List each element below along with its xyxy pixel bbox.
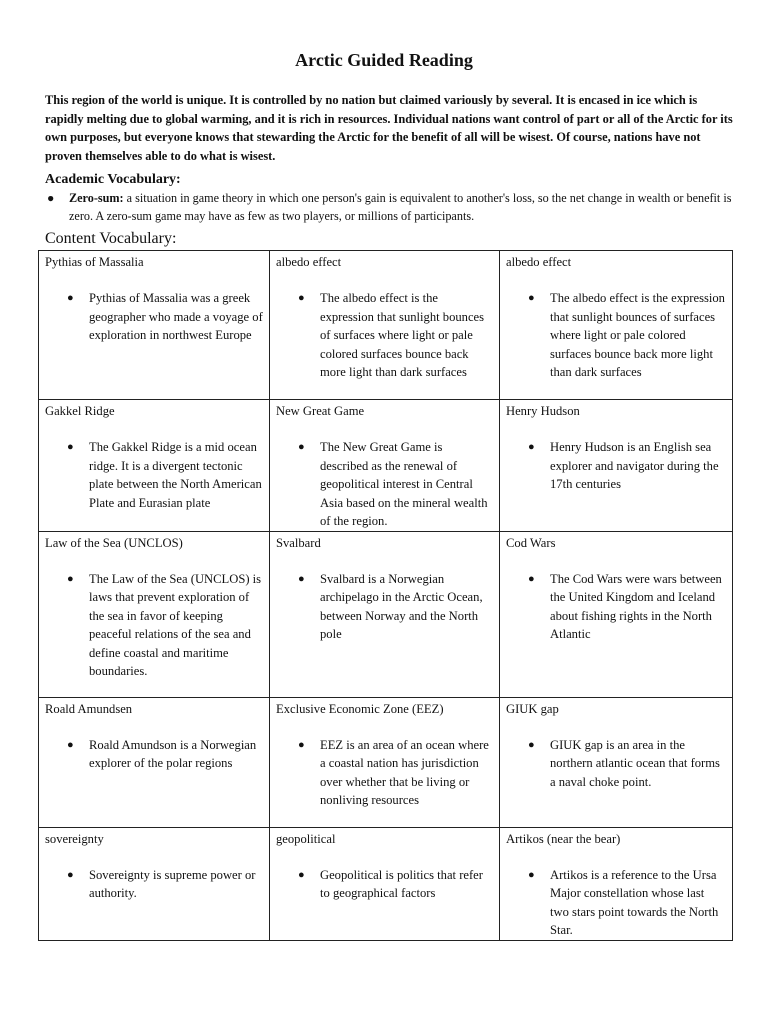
academic-vocabulary-heading: Academic Vocabulary:: [45, 172, 181, 187]
vocab-definition: [528, 289, 726, 382]
vocab-term: Artikos (near the bear): [506, 831, 621, 846]
vocab-definition-text: Henry Hudson is an English sea explorer and navigator during the 17th centuries: [550, 440, 719, 491]
vocab-term: New Great Game: [276, 404, 365, 418]
vocab-term: Gakkel Ridge: [45, 404, 115, 418]
vocab-term: geopolitical: [276, 831, 336, 846]
vocab-cell: [270, 531, 500, 697]
vocab-definition-text: Roald Amundson is a Norwegian explorer of the polar regions: [89, 737, 257, 770]
bullet-icon: ●: [528, 868, 535, 881]
vocab-cell: [500, 531, 733, 697]
academic-definition: a situation in game theory in which one person's gain is equivalent to another's loss, so the net change in wealth or benefit is zero. A zero-sum game may have as few as two players, or millions of participants.: [69, 191, 732, 223]
bullet-icon: ●: [67, 572, 74, 585]
intro-paragraph: This region of the world is unique. It is controlled by no nation but claimed variously by several. It is encased in ice which is rapidly melting due to global warming, and it is rich in resources. Individual nations want control of part or all of the Arctic for its own purposes, but everyone knows that stewarding the Arctic for the benefit of all will be wisest. Of course, nations have not proven themselves able to do what is wisest.: [45, 93, 733, 163]
vocab-definition: [298, 570, 493, 644]
table-row: [39, 531, 733, 697]
vocab-cell: [500, 400, 733, 532]
bullet-icon: ●: [47, 191, 55, 205]
vocab-definition: [67, 570, 263, 681]
vocab-term: Cod Wars: [506, 535, 556, 550]
vocab-term: Svalbard: [276, 535, 321, 550]
vocab-definition-text: Svalbard is a Norwegian archipelago in the Arctic Ocean, between Norway and the North pole: [320, 571, 483, 641]
vocab-definition: [67, 866, 263, 903]
vocab-definition: [528, 438, 726, 494]
content-vocabulary-table: [38, 250, 733, 941]
vocab-cell: [39, 400, 270, 532]
bullet-icon: ●: [528, 572, 535, 585]
vocab-definition-text: EEZ is an area of an ocean where a coastal nation has jurisdiction over whether that be living or nonliving resources: [320, 737, 489, 807]
vocab-term: Exclusive Economic Zone (EEZ): [276, 701, 444, 716]
bullet-icon: ●: [67, 292, 74, 304]
vocab-definition: [528, 736, 726, 792]
vocab-definition-text: The Cod Wars were wars between the United Kingdom and Iceland about fishing rights in the North Atlantic: [550, 571, 722, 641]
vocab-definition: [298, 736, 493, 810]
vocab-cell: [500, 251, 733, 400]
vocab-definition: [67, 289, 263, 345]
vocab-cell: [39, 697, 270, 827]
vocab-definition: [528, 570, 726, 644]
table-row: [39, 827, 733, 940]
vocab-term: Roald Amundsen: [45, 701, 133, 716]
vocab-definition-text: The New Great Game is described as the renewal of geopolitical interest in Central Asia based on the mineral wealth of the region.: [320, 440, 488, 528]
bullet-icon: ●: [298, 572, 305, 585]
vocab-cell: [39, 827, 270, 940]
vocab-term: albedo effect: [506, 255, 572, 269]
vocab-term: sovereignty: [45, 831, 104, 846]
academic-vocabulary-item: [45, 190, 735, 225]
vocab-definition-text: The albedo effect is the expression that sunlight bounces of surfaces where light or pale colored surfaces bounce back more light than dark surfaces: [550, 291, 725, 379]
vocab-definition: [298, 866, 493, 903]
bullet-icon: ●: [528, 441, 535, 453]
vocab-cell: [39, 251, 270, 400]
vocab-definition: [298, 289, 493, 382]
bullet-icon: ●: [67, 738, 74, 751]
bullet-icon: ●: [528, 738, 535, 751]
vocab-term: Law of the Sea (UNCLOS): [45, 535, 183, 550]
academic-vocabulary-list: [45, 190, 735, 225]
vocab-term: Pythias of Massalia: [45, 255, 144, 269]
vocab-definition-text: Geopolitical is politics that refer to geographical factors: [320, 867, 483, 900]
vocab-definition-text: The Gakkel Ridge is a mid ocean ridge. It is a divergent tectonic plate between the North American Plate and Eurasian plate: [89, 440, 262, 510]
bullet-icon: ●: [298, 738, 305, 751]
vocab-definition-text: The Law of the Sea (UNCLOS) is laws that prevent exploration of the sea in favor of keeping peaceful relations of the sea and define coastal and maritime boundaries.: [89, 571, 262, 678]
vocab-cell: [270, 400, 500, 532]
vocab-cell: [270, 827, 500, 940]
vocab-definition: [67, 438, 263, 512]
vocab-definition-text: The albedo effect is the expression that sunlight bounces of surfaces where light or pale colored surfaces bounce back more light than dark surfaces: [320, 291, 485, 379]
vocab-cell: [270, 251, 500, 400]
vocab-cell: [39, 531, 270, 697]
vocab-definition-text: Sovereignty is supreme power or authority.: [89, 867, 256, 900]
table-row: [39, 251, 733, 400]
bullet-icon: ●: [298, 868, 305, 881]
table-row: [39, 697, 733, 827]
vocab-cell: [270, 697, 500, 827]
vocab-definition-text: GIUK gap is an area in the northern atlantic ocean that forms a naval choke point.: [550, 737, 720, 789]
table-row: [39, 400, 733, 532]
vocab-cell: [500, 827, 733, 940]
vocab-definition-text: Artikos is a reference to the Ursa Major constellation whose last two stars point towards the North Star.: [550, 867, 719, 937]
bullet-icon: ●: [298, 441, 305, 453]
content-vocabulary-heading: Content Vocabulary:: [45, 230, 177, 247]
bullet-icon: ●: [67, 441, 74, 453]
vocab-term: GIUK gap: [506, 701, 559, 716]
vocab-definition: [298, 438, 493, 531]
bullet-icon: ●: [67, 868, 74, 881]
vocab-definition: [528, 866, 726, 940]
academic-term: Zero-sum:: [69, 191, 124, 205]
bullet-icon: ●: [298, 292, 305, 304]
vocab-term: Henry Hudson: [506, 404, 580, 418]
page-title: Arctic Guided Reading: [295, 50, 473, 70]
bullet-icon: ●: [528, 292, 535, 304]
vocab-definition: [67, 736, 263, 773]
vocab-definition-text: Pythias of Massalia was a greek geographer who made a voyage of exploration in northwest Europe: [89, 291, 263, 342]
vocab-term: albedo effect: [276, 255, 342, 269]
vocab-cell: [500, 697, 733, 827]
